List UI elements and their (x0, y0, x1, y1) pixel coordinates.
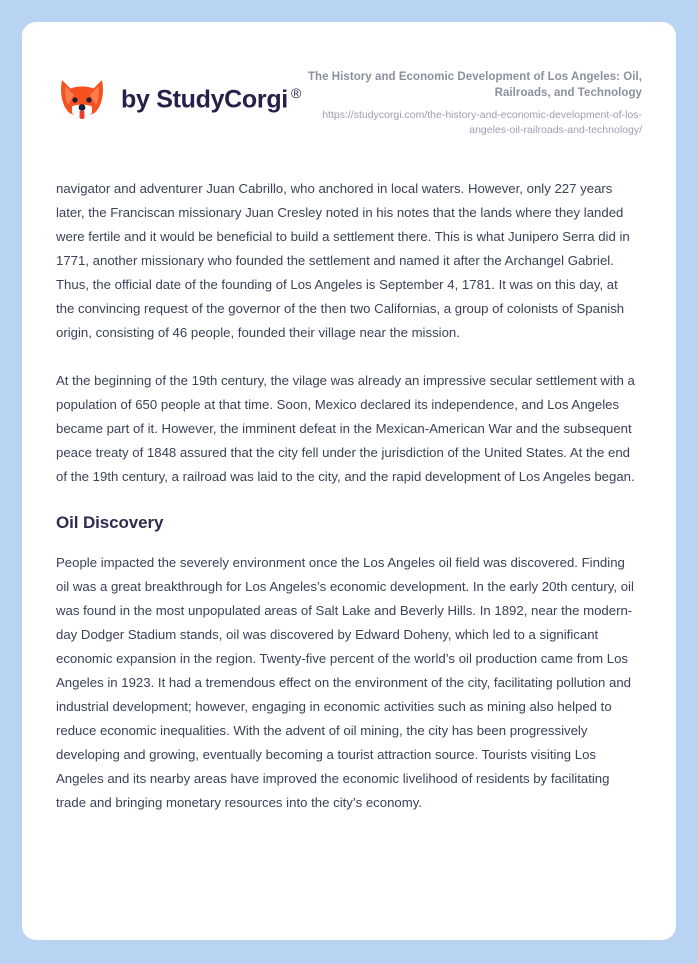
brand-name-text: by StudyCorgi (121, 85, 288, 114)
document-header (22, 22, 676, 137)
page-title: The History and Economic Development of Los Angeles: Oil, Railroads, and Technology (307, 71, 642, 99)
brand-wordmark (121, 85, 301, 114)
document-page-card (22, 22, 676, 940)
paragraph-intro-continued: navigator and adventurer Juan Cabrillo, who anchored in local waters. However, only 227 years later, the Franciscan missionary Juan Cresley noted in his notes that the lands where they landed were fertile and it would be beneficial to build a settlement there. This is what Junipero Serra did in 1771, another missionary who founded the settlement and named it after the Archangel Gabriel. Thus, the official date of the founding of Los Angeles is September 4, 1781. It was on this day, at the convincing request of the governor of the then two Californias, a group of colonists of Spanish origin, consisting of 46 people, founded their village near the mission. (56, 181, 630, 341)
registered-trademark-icon: ® (290, 85, 301, 102)
brand-lockup (56, 62, 301, 126)
section-heading-oil-discovery: Oil Discovery (56, 513, 164, 533)
source-url[interactable]: https://studycorgi.com/the-history-and-economic-development-of-los-angeles-oil-railroads-and-technology/ (322, 109, 642, 136)
corgi-logo-icon (56, 74, 108, 126)
paragraph-19th-century: At the beginning of the 19th century, the vilage was already an impressive secular settlement with a population of 650 people at that time. Soon, Mexico declared its independence, and Los Angeles became part of it. However, the imminent defeat in the Mexican-American War and the subsequent peace treaty of 1848 assured that the city fell under the jurisdiction of the United States. At the end of the 19th century, a railroad was laid to the city, and the rapid development of Los Angeles began. (56, 373, 635, 485)
paragraph-oil-discovery: People impacted the severely environment once the Los Angeles oil field was discovered. Finding oil was a great breakthrough for Los Angeles’s economic development. In the early 20th century, oil was found in the most unpopulated areas of Salt Lake and Beverly Hills. In 1892, near the modern-day Dodger Stadium stands, oil was discovered by Edward Doheny, which led to a significant economic expansion in the region. Twenty-five percent of the world’s oil production came from Los Angeles in 1923. It had a tremendous effect on the environment of the city, facilitating pollution and industrial development; however, engaging in economic activities such as mining also helped to reduce economic inequalities. With the advent of oil mining, the city has been progressively developing and growing, eventually becoming a tourist attraction source. Tourists visiting Los Angeles and its nearby areas have improved the economic livelihood of residents by facilitating trade and bringing monetary resources into the city’s economy. (56, 555, 634, 811)
document-body (22, 137, 676, 815)
document-meta (301, 62, 642, 137)
